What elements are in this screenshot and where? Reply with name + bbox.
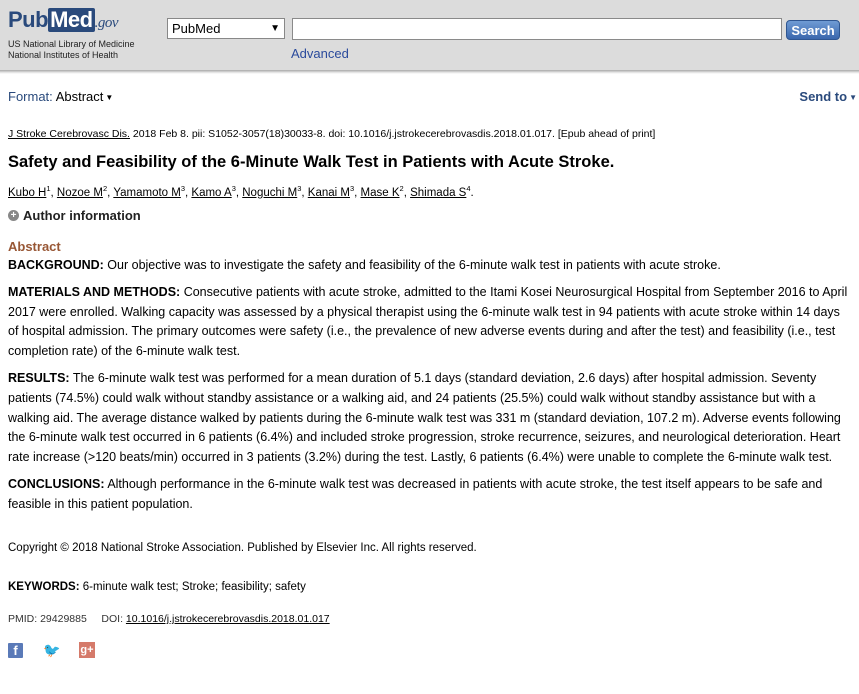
author-affiliation: 3	[231, 184, 236, 193]
author-link[interactable]: Shimada S	[410, 186, 467, 199]
author-affiliation: 3	[349, 184, 355, 193]
abstract-body	[8, 256, 848, 522]
author-link[interactable]: Kanai M	[307, 186, 350, 199]
citation-line	[8, 128, 655, 140]
advanced-search-link[interactable]: Advanced	[291, 46, 349, 61]
keywords-list: 6-minute walk test; Stroke; feasibility; safety	[79, 581, 306, 593]
format-label: Format:	[8, 89, 53, 104]
format-value[interactable]: Abstract	[55, 89, 104, 104]
citation-details: 2018 Feb 8. pii: S1052-3057(18)30033-8. doi: 10.1016/j.jstrokecerebrovasdis.2018.01.017. [Epub ahead of print]	[129, 128, 656, 140]
author-link[interactable]: Mase K	[360, 186, 400, 199]
plus-icon: +	[8, 210, 19, 221]
abstract-results	[8, 369, 848, 468]
doi-link[interactable]: 10.1016/j.jstrokecerebrovasdis.2018.01.017	[125, 613, 330, 625]
section-text: Consecutive patients with acute stroke, admitted to the Itami Kosei Neurosurgical Hospital from September 2016 to April 2017 were enrolled. Walking capacity was assessed by a physical therapist using the 6-minute walk test in 94 patients with acute stroke within 14 days of hospital admission. The primary outcomes were safety (i.e., the prevalence of new adverse events during and after the test) and feasibility (i.e., test completion rate) of the 6-minute walk test.	[8, 284, 848, 359]
author-affiliation: 3	[180, 184, 186, 193]
logo-sub-nih: National Institutes of Health	[8, 50, 119, 60]
author-info-toggle[interactable]	[8, 208, 141, 223]
section-label: RESULTS:	[8, 370, 70, 385]
section-label: MATERIALS AND METHODS:	[8, 284, 181, 299]
pubmed-logo[interactable]	[8, 8, 135, 61]
abstract-methods	[8, 283, 848, 362]
logo-pub: Pub	[8, 7, 49, 32]
section-label: BACKGROUND:	[8, 258, 104, 272]
abstract-conclusions	[8, 475, 848, 515]
section-label: CONCLUSIONS:	[8, 476, 105, 491]
send-to-menu[interactable]	[799, 89, 857, 104]
section-text: Our objective was to investigate the safety and feasibility of the 6-minute walk test in patients with acute stroke.	[103, 258, 721, 272]
pmid: PMID: 29429885	[8, 613, 87, 625]
author-affiliation: 3	[297, 184, 302, 193]
database-select-value: PubMed	[172, 21, 221, 36]
googleplus-icon[interactable]: g+	[80, 644, 94, 656]
send-to-label: Send to	[799, 89, 848, 104]
author-info-label: Author information	[23, 208, 141, 223]
author-link[interactable]: Yamamoto M	[113, 186, 181, 199]
header-bar	[0, 0, 859, 70]
identifier-line	[8, 613, 330, 625]
abstract-heading: Abstract	[8, 239, 61, 254]
logo-gov: .gov	[94, 15, 118, 31]
logo-sub-nlm: US National Library of Medicine	[8, 39, 135, 49]
facebook-icon[interactable]: f	[8, 643, 23, 658]
twitter-icon[interactable]: 🐦	[43, 642, 61, 658]
author-link[interactable]: Kamo A	[191, 186, 232, 199]
keywords-line	[8, 581, 306, 593]
format-control[interactable]	[8, 89, 113, 104]
author-link[interactable]: Nozoe M	[56, 186, 103, 199]
doi-label: DOI:	[101, 613, 123, 625]
header-shadow	[0, 70, 859, 74]
caret-down-icon: ▼	[849, 93, 857, 103]
caret-down-icon: ▼	[105, 93, 114, 103]
keywords-label: KEYWORDS:	[8, 581, 80, 593]
author-link[interactable]: Kubo H	[8, 186, 47, 199]
author-affiliation: 2	[102, 184, 108, 193]
social-share-bar	[8, 642, 95, 658]
section-text: Although performance in the 6-minute walk test was decreased in patients with acute stroke, the test itself appears to be safe and feasible in this patient population.	[8, 476, 823, 511]
journal-link[interactable]: J Stroke Cerebrovasc Dis.	[8, 128, 130, 140]
search-input[interactable]	[292, 18, 782, 40]
database-select[interactable]	[167, 18, 285, 39]
chevron-down-icon: ▼	[270, 23, 280, 34]
logo-med: Med	[50, 7, 93, 32]
author-affiliation: 1	[46, 184, 51, 193]
section-text: The 6-minute walk test was performed for a mean duration of 5.1 days (standard deviation, 2.6 days) after hospital admission. Seventy patients (74.5%) could walk without standby assistance or a walking aid, and 24 patients (25.5%) could walk without standby assistance but with a walking aid. The average distance walked by patients during the 6-minute walk test was 331 m (standard deviation, 107.2 m). Adverse events following the 6-minute walk test occurred in 6 patients (6.4%) and included stroke progression, stroke recurrence, seizures, and neurological deterioration. Heart rate increase (>120 beats/min) occurred in 3 patients (3.2%) during the test. Lastly, 6 patients (6.4%) were unable to complete the 6-minute walk test.	[8, 370, 841, 465]
author-link[interactable]: Noguchi M	[242, 186, 298, 199]
article-title: Safety and Feasibility of the 6-Minute Walk Test in Patients with Acute Stroke.	[8, 153, 615, 171]
author-affiliation: 4	[466, 184, 471, 193]
author-affiliation: 2	[399, 184, 404, 193]
copyright-notice: Copyright © 2018 National Stroke Association. Published by Elsevier Inc. All rights reserved.	[8, 542, 477, 554]
abstract-background	[8, 256, 848, 276]
search-button[interactable]: Search	[786, 20, 840, 40]
author-list: Kubo $H^1$, Nozoe $M^2$, Yamamoto $M^3$, Kamo $A^3$, Noguchi $M^3$, Kanai $M^3$, Mase $K^2$, Shimada $S^4$.	[8, 184, 474, 199]
